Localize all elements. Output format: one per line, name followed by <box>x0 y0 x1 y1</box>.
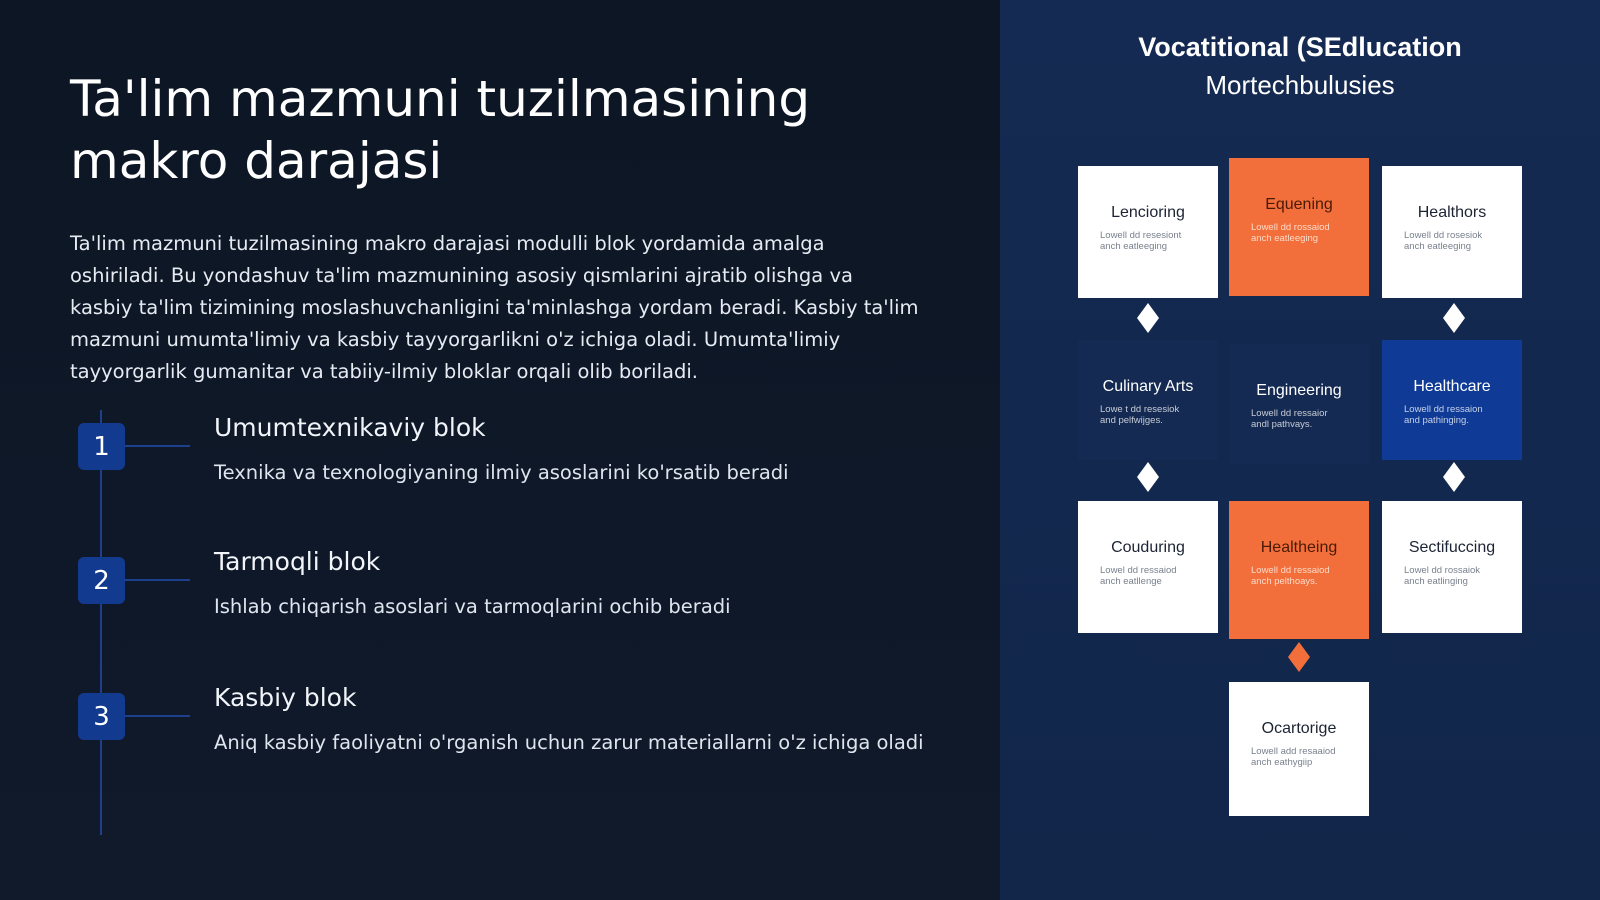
step-number-badge: 2 <box>78 557 125 604</box>
step-3 <box>78 683 958 803</box>
card-title: Culinary Arts <box>1102 378 1194 395</box>
card-title: Healthors <box>1417 204 1487 221</box>
card-title: Couduring <box>1111 539 1185 556</box>
card-title: Equening <box>1265 196 1333 213</box>
connector-diamond <box>1288 642 1310 672</box>
card-title: Ocartorige <box>1261 720 1337 737</box>
step-description: Aniq kasbiy faoliyatni o'rganish uchun zarur materiallarni o'z ichiga oladi <box>214 731 924 754</box>
step-number-badge: 3 <box>78 693 125 740</box>
step-1 <box>78 413 958 533</box>
card-caption: Lowell dd ressaior andl pathvays. <box>1251 408 1328 430</box>
diagram-card-couduring <box>1078 501 1218 633</box>
diagram-card-healthcare <box>1382 340 1522 460</box>
step-title: Tarmoqli blok <box>214 547 381 576</box>
card-caption: Lowell dd resesiont anch eatleeging <box>1100 230 1182 252</box>
diagram-card-sectifuccing <box>1382 501 1522 633</box>
step-connector <box>125 579 190 581</box>
connector-diamond <box>1137 462 1159 492</box>
diagram-title: Vocatitional (SEdlucation <box>1138 32 1462 62</box>
step-2 <box>78 547 958 667</box>
step-connector <box>125 715 190 717</box>
diagram-card-equening <box>1229 158 1369 296</box>
diagram-card-healtheing <box>1229 501 1369 639</box>
diagram-panel <box>1000 0 1600 900</box>
intro-paragraph: Ta'lim mazmuni tuzilmasining makro darajasi modulli blok yordamida amalga oshiriladi. Bu yondashuv ta'lim mazmunining asosiy qismlarini ajratib olishga va kasbiy ta'lim tizimining moslashuvchanligini ta'minlashga yordam beradi. Kasbiy ta'lim mazmuni umumta'limiy va kasbiy tayyorgarlikni o'z ichiga oladi. Umumta'limiy tayyorgarlik gumanitar va tabiiy-ilmiy bloklar orqali olib boriladi. <box>70 232 919 383</box>
page-title <box>70 68 950 192</box>
connector-diamond <box>1443 303 1465 333</box>
card-caption: Lowell dd ressaion and pathinging. <box>1404 404 1483 426</box>
card-caption: Lowell dd rossaiod anch eatleeging <box>1251 222 1330 244</box>
step-description: Ishlab chiqarish asoslari va tarmoqlarini ochib beradi <box>214 595 731 618</box>
diagram-card-lencioring <box>1078 166 1218 298</box>
connector-diamond <box>1137 303 1159 333</box>
card-caption: Lowell add resaaiod anch eathygiip <box>1251 746 1336 768</box>
diagram-card-ocartorige <box>1229 682 1369 816</box>
step-number-badge: 1 <box>78 423 125 470</box>
step-description: Texnika va texnologiyaning ilmiy asoslarini ko'rsatib beradi <box>214 461 789 484</box>
diagram-card-healthors <box>1382 166 1522 298</box>
card-title: Lencioring <box>1111 204 1185 221</box>
card-title: Healtheing <box>1260 539 1338 556</box>
diagram-subtitle: Mortechbulusies <box>1205 70 1395 100</box>
card-caption: Lowell dd rosesiok anch eatleeging <box>1404 230 1483 252</box>
card-title: Healthcare <box>1413 378 1491 395</box>
diagram-card-culinary-arts <box>1078 340 1218 460</box>
step-title: Umumtexnikaviy blok <box>214 413 486 442</box>
card-caption: Lowell dd ressaiod anch pelthoays. <box>1251 565 1330 587</box>
diagram-card-engineering <box>1229 344 1369 464</box>
card-caption: Lowe t dd resesiok and pelfwijges. <box>1100 404 1180 426</box>
step-connector <box>125 445 190 447</box>
connector-diamond <box>1443 462 1465 492</box>
step-title: Kasbiy blok <box>214 683 357 712</box>
card-title: Engineering <box>1256 382 1342 399</box>
card-caption: Lowel dd ressaiod anch eatllenge <box>1100 565 1177 587</box>
title-line-2: makro darajasi <box>70 132 443 190</box>
card-caption: Lowel dd rossaiok anch eatlinging <box>1404 565 1481 587</box>
card-title: Sectifuccing <box>1408 539 1496 556</box>
title-line-1: Ta'lim mazmuni tuzilmasining <box>70 70 811 128</box>
